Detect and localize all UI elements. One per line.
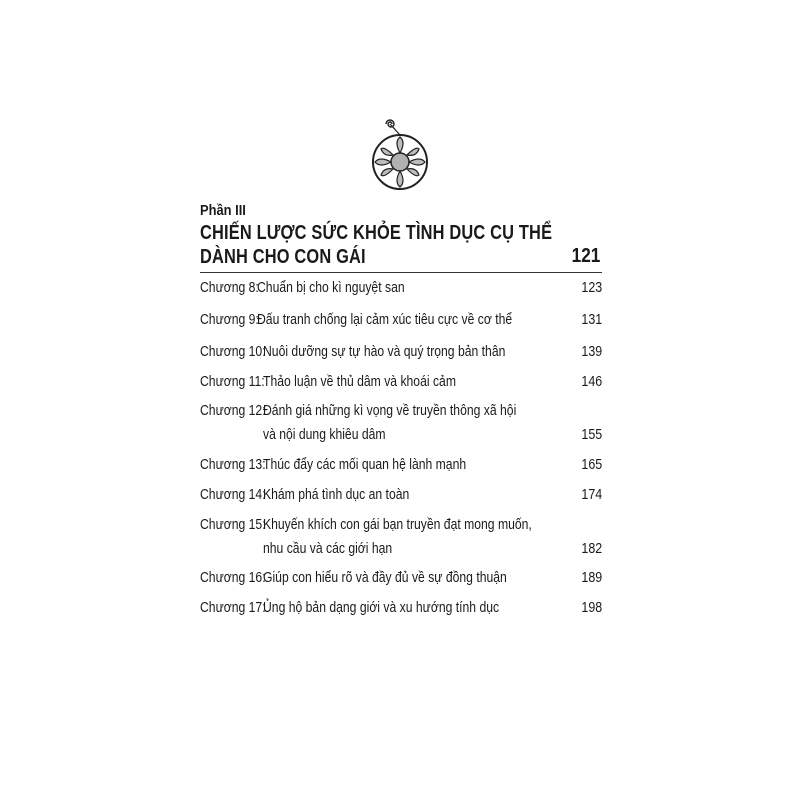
chapter-page-number: 198 <box>581 600 602 616</box>
chapter-label: Chương 12: <box>200 403 266 419</box>
chapter-title: Thúc đẩy các mối quan hệ lành mạnh <box>263 457 467 473</box>
chapter-page-number: 165 <box>581 457 602 473</box>
chapter-label: Chương 8: <box>200 280 259 296</box>
chapter-title: Đấu tranh chống lại cảm xúc tiêu cực về cơ thể <box>257 312 513 328</box>
toc-entry-chapter-16[interactable] <box>200 570 602 594</box>
chapter-page-number: 182 <box>581 541 602 557</box>
chapter-title: Thảo luận về thủ dâm và khoái cảm <box>263 374 456 390</box>
toc-entry-chapter-9[interactable] <box>200 312 602 336</box>
sun-flower-ornament-icon <box>360 112 440 192</box>
chapter-title-continued: nhu cầu và các giới hạn <box>263 541 393 557</box>
chapter-page-number: 131 <box>581 312 602 328</box>
chapter-title-continued: và nội dung khiêu dâm <box>263 427 386 443</box>
chapter-title: Ủng hộ bản dạng giới và xu hướng tính dục <box>263 600 500 616</box>
toc-entry-chapter-10[interactable] <box>200 344 602 368</box>
chapter-page-number: 146 <box>581 374 602 390</box>
chapter-page-number: 123 <box>581 280 602 296</box>
part-label: Phần III <box>200 202 246 219</box>
chapter-label: Chương 14: <box>200 487 266 503</box>
chapter-title: Giúp con hiểu rõ và đầy đủ về sự đồng thuận <box>263 570 507 586</box>
chapter-page-number: 174 <box>581 487 602 503</box>
chapter-label: Chương 13: <box>200 457 266 473</box>
part-title-line-1: CHIẾN LƯỢC SỨC KHỎE TÌNH DỤC CỤ THỂ <box>200 222 553 244</box>
toc-entry-chapter-11[interactable] <box>200 374 602 398</box>
divider <box>200 272 602 273</box>
chapter-page-number: 155 <box>581 427 602 443</box>
toc-entry-chapter-17[interactable] <box>200 600 602 624</box>
part-page-number: 121 <box>571 245 600 267</box>
chapter-label: Chương 17: <box>200 600 266 616</box>
toc-entry-chapter-14[interactable] <box>200 487 602 511</box>
chapter-title: Nuôi dưỡng sự tự hào và quý trọng bản thân <box>263 344 506 360</box>
chapter-title: Chuẩn bị cho kì nguyệt san <box>257 280 405 296</box>
chapter-label: Chương 10: <box>200 344 266 360</box>
chapter-page-number: 139 <box>581 344 602 360</box>
chapter-page-number: 189 <box>581 570 602 586</box>
chapter-title: Khám phá tình dục an toàn <box>263 487 410 503</box>
chapter-label: Chương 15: <box>200 517 266 533</box>
part-title-line-2: DÀNH CHO CON GÁI <box>200 246 366 268</box>
toc-entry-chapter-8[interactable] <box>200 280 602 304</box>
chapter-title: Khuyến khích con gái bạn truyền đạt mong muốn, <box>263 517 532 533</box>
chapter-title: Đánh giá những kì vọng về truyền thông xã hội <box>263 403 517 419</box>
toc-entry-chapter-13[interactable] <box>200 457 602 481</box>
toc-entry-chapter-12[interactable] <box>200 403 602 451</box>
chapter-label: Chương 16: <box>200 570 266 586</box>
toc-entry-chapter-15[interactable] <box>200 517 602 565</box>
chapter-label: Chương 9: <box>200 312 259 328</box>
chapter-label: Chương 11: <box>200 374 265 390</box>
